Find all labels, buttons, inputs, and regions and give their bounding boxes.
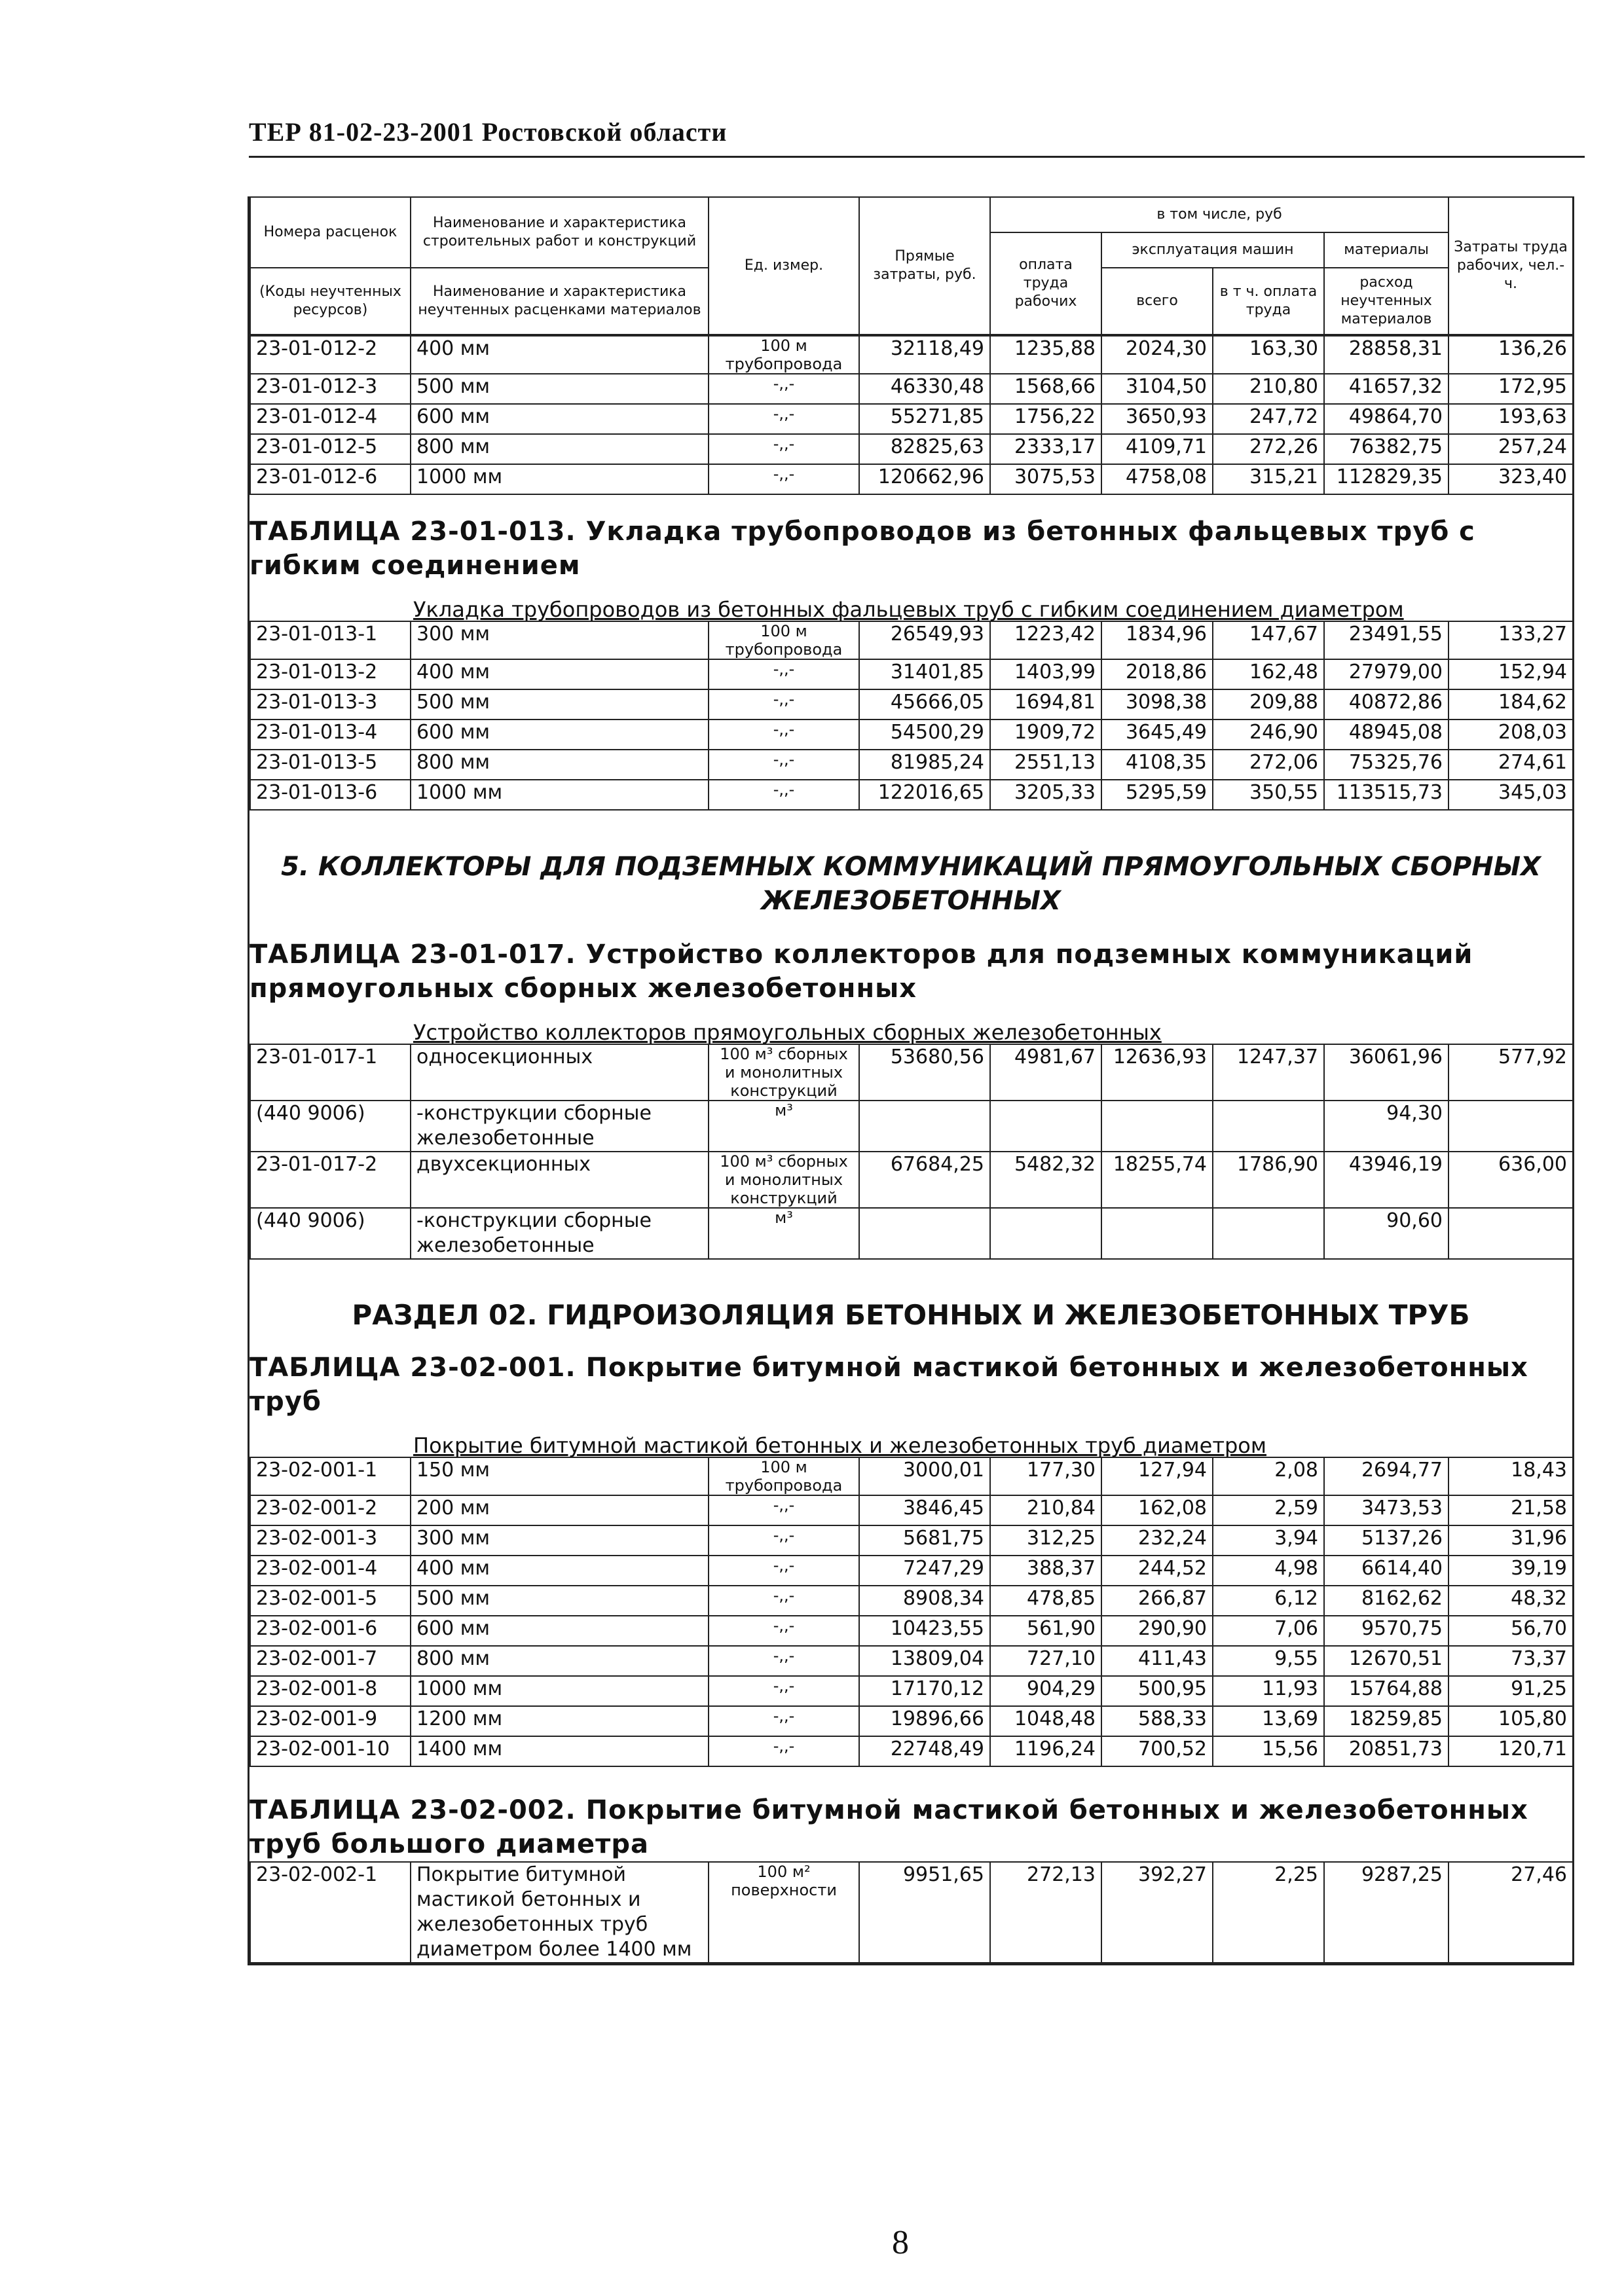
labor-hours-cell: 577,92 xyxy=(1449,1044,1573,1101)
header-unaccounted-materials: расход неучтенных материалов xyxy=(1324,268,1449,335)
machines-cell: 232,24 xyxy=(1101,1525,1213,1556)
direct-costs-cell: 81985,24 xyxy=(859,750,990,780)
labor-hours-cell: 56,70 xyxy=(1449,1616,1573,1646)
labor-pay-cell: 727,10 xyxy=(990,1646,1101,1676)
page-number: 8 xyxy=(892,2224,909,2261)
rate-name: 800 мм xyxy=(411,434,709,464)
rate-name: односекционных xyxy=(411,1044,709,1101)
rate-code: 23-02-001-7 xyxy=(250,1646,411,1676)
materials-cell: 27979,00 xyxy=(1324,659,1449,689)
machines-cell: 3650,93 xyxy=(1101,404,1213,434)
unit-cell: -,,- xyxy=(709,1495,859,1525)
table-row xyxy=(250,659,1573,689)
table-row xyxy=(250,1152,1573,1208)
incl-labor-cell: 163,30 xyxy=(1213,336,1324,374)
direct-costs-cell: 9951,65 xyxy=(859,1862,990,1963)
rate-name: 800 мм xyxy=(411,750,709,780)
labor-hours-cell: 193,63 xyxy=(1449,404,1573,434)
labor-hours-cell: 120,71 xyxy=(1449,1736,1573,1766)
unit-cell: 100 м трубопровода xyxy=(709,1457,859,1495)
table-row xyxy=(250,780,1573,810)
rate-name: Покрытие битумной мастикой бетонных и железобетонных труб диаметром более 1400 мм xyxy=(411,1862,709,1963)
unit-cell: 100 м трубопровода xyxy=(709,336,859,374)
labor-pay-cell: 3075,53 xyxy=(990,464,1101,494)
rate-name: 1000 мм xyxy=(411,780,709,810)
unit-cell: -,,- xyxy=(709,374,859,404)
table-013-title: ТАБЛИЦА 23-01-013. Укладка трубопроводов из бетонных фальцевых труб с гибким соединением xyxy=(249,517,1475,581)
direct-costs-cell: 7247,29 xyxy=(859,1556,990,1586)
labor-hours-cell: 208,03 xyxy=(1449,720,1573,750)
header-including: в том числе, руб xyxy=(990,197,1449,232)
resource-code: (440 9006) xyxy=(250,1208,411,1259)
table-012 xyxy=(249,335,1574,495)
column-header-table xyxy=(249,196,1574,335)
table-row xyxy=(250,1525,1573,1556)
incl-labor-cell: 209,88 xyxy=(1213,689,1324,720)
rate-code: 23-01-013-5 xyxy=(250,750,411,780)
rate-code: 23-02-001-5 xyxy=(250,1586,411,1616)
rate-code: 23-01-013-6 xyxy=(250,780,411,810)
unit-cell: -,,- xyxy=(709,464,859,494)
materials-cell: 6614,40 xyxy=(1324,1556,1449,1586)
materials-cell: 28858,31 xyxy=(1324,336,1449,374)
incl-labor-cell: 6,12 xyxy=(1213,1586,1324,1616)
incl-labor-cell: 2,59 xyxy=(1213,1495,1324,1525)
incl-labor-cell: 2,08 xyxy=(1213,1457,1324,1495)
labor-hours-cell: 172,95 xyxy=(1449,374,1573,404)
incl-labor-cell: 210,80 xyxy=(1213,374,1324,404)
unit-cell: -,,- xyxy=(709,720,859,750)
rate-code: 23-02-001-9 xyxy=(250,1706,411,1736)
header-incl-labor: в т ч. оплата труда xyxy=(1213,268,1324,335)
table-row xyxy=(250,1457,1573,1495)
rate-name: 600 мм xyxy=(411,720,709,750)
incl-labor-cell: 246,90 xyxy=(1213,720,1324,750)
machines-cell: 127,94 xyxy=(1101,1457,1213,1495)
empty-cell xyxy=(1213,1208,1324,1259)
machines-cell: 4758,08 xyxy=(1101,464,1213,494)
direct-costs-cell: 32118,49 xyxy=(859,336,990,374)
labor-hours-cell: 184,62 xyxy=(1449,689,1573,720)
table-02-001-subtitle: Покрытие битумной мастикой бетонных и железобетонных труб диаметром xyxy=(413,1433,1266,1458)
labor-pay-cell: 478,85 xyxy=(990,1586,1101,1616)
unit-cell: 100 м² поверхности xyxy=(709,1862,859,1963)
materials-cell: 41657,32 xyxy=(1324,374,1449,404)
materials-cell: 9570,75 xyxy=(1324,1616,1449,1646)
table-row xyxy=(250,464,1573,494)
incl-labor-cell: 1786,90 xyxy=(1213,1152,1324,1208)
table-row xyxy=(250,1586,1573,1616)
unit-cell: 100 м трубопровода xyxy=(709,621,859,659)
rate-name: 200 мм xyxy=(411,1495,709,1525)
unit-cell: -,,- xyxy=(709,689,859,720)
header-materials: материалы xyxy=(1324,232,1449,268)
unit-cell: -,,- xyxy=(709,1706,859,1736)
unit-cell: -,,- xyxy=(709,404,859,434)
rate-name: 400 мм xyxy=(411,1556,709,1586)
direct-costs-cell: 22748,49 xyxy=(859,1736,990,1766)
resource-name: -конструкции сборные железобетонные xyxy=(411,1208,709,1259)
rate-name: 400 мм xyxy=(411,336,709,374)
direct-costs-cell: 31401,85 xyxy=(859,659,990,689)
direct-costs-cell: 17170,12 xyxy=(859,1676,990,1706)
labor-hours-cell: 73,37 xyxy=(1449,1646,1573,1676)
empty-cell xyxy=(1101,1101,1213,1152)
machines-cell: 3645,49 xyxy=(1101,720,1213,750)
section5-title: 5. КОЛЛЕКТОРЫ ДЛЯ ПОДЗЕМНЫХ КОММУНИКАЦИЙ ПРЯМОУГОЛЬНЫХ СБОРНЫХ ЖЕЛЕЗОБЕТОННЫХ xyxy=(281,852,1541,916)
machines-cell: 290,90 xyxy=(1101,1616,1213,1646)
labor-pay-cell: 1694,81 xyxy=(990,689,1101,720)
materials-cell: 9287,25 xyxy=(1324,1862,1449,1963)
labor-pay-cell: 1235,88 xyxy=(990,336,1101,374)
machines-cell: 244,52 xyxy=(1101,1556,1213,1586)
direct-costs-cell: 10423,55 xyxy=(859,1616,990,1646)
table-017 xyxy=(249,1044,1574,1260)
rate-name: 150 мм xyxy=(411,1457,709,1495)
resource-code: (440 9006) xyxy=(250,1101,411,1152)
machines-cell: 3104,50 xyxy=(1101,374,1213,404)
labor-pay-cell: 1196,24 xyxy=(990,1736,1101,1766)
unit-cell: -,,- xyxy=(709,659,859,689)
rate-name: 1000 мм xyxy=(411,464,709,494)
machines-cell: 4109,71 xyxy=(1101,434,1213,464)
materials-cell: 23491,55 xyxy=(1324,621,1449,659)
labor-hours-cell: 21,58 xyxy=(1449,1495,1573,1525)
machines-cell: 162,08 xyxy=(1101,1495,1213,1525)
incl-labor-cell: 272,26 xyxy=(1213,434,1324,464)
direct-costs-cell: 45666,05 xyxy=(859,689,990,720)
unit-cell: -,,- xyxy=(709,1586,859,1616)
table-02-002 xyxy=(249,1861,1574,1963)
header-machine-operation: эксплуатация машин xyxy=(1101,232,1324,268)
direct-costs-cell: 19896,66 xyxy=(859,1706,990,1736)
empty-cell xyxy=(859,1101,990,1152)
labor-hours-cell: 136,26 xyxy=(1449,336,1573,374)
rate-name: 600 мм xyxy=(411,1616,709,1646)
direct-costs-cell: 13809,04 xyxy=(859,1646,990,1676)
rate-code: 23-01-012-6 xyxy=(250,464,411,494)
machines-cell: 3098,38 xyxy=(1101,689,1213,720)
labor-hours-cell: 105,80 xyxy=(1449,1706,1573,1736)
resource-quantity: 90,60 xyxy=(1324,1208,1449,1259)
header-total: всего xyxy=(1101,268,1213,335)
rate-name: 300 мм xyxy=(411,1525,709,1556)
labor-pay-cell: 1048,48 xyxy=(990,1706,1101,1736)
direct-costs-cell: 82825,63 xyxy=(859,434,990,464)
incl-labor-cell: 4,98 xyxy=(1213,1556,1324,1586)
header-material-name: Наименование и характеристика неучтенных расценками материалов xyxy=(411,268,709,335)
materials-cell: 49864,70 xyxy=(1324,404,1449,434)
direct-costs-cell: 120662,96 xyxy=(859,464,990,494)
table-row xyxy=(250,1556,1573,1586)
rate-code: 23-02-001-1 xyxy=(250,1457,411,1495)
labor-hours-cell: 345,03 xyxy=(1449,780,1573,810)
table-row xyxy=(250,750,1573,780)
header-rule xyxy=(249,156,1585,158)
unit-cell: -,,- xyxy=(709,750,859,780)
resource-unit: м³ xyxy=(709,1208,859,1259)
materials-cell: 40872,86 xyxy=(1324,689,1449,720)
empty-cell xyxy=(859,1208,990,1259)
table-row xyxy=(250,1862,1573,1963)
incl-labor-cell: 2,25 xyxy=(1213,1862,1324,1963)
incl-labor-cell: 7,06 xyxy=(1213,1616,1324,1646)
materials-cell: 3473,53 xyxy=(1324,1495,1449,1525)
machines-cell: 18255,74 xyxy=(1101,1152,1213,1208)
razdel02-title: РАЗДЕЛ 02. ГИДРОИЗОЛЯЦИЯ БЕТОННЫХ И ЖЕЛЕЗОБЕТОННЫХ ТРУБ xyxy=(352,1299,1470,1331)
materials-cell: 2694,77 xyxy=(1324,1457,1449,1495)
labor-hours-cell: 31,96 xyxy=(1449,1525,1573,1556)
direct-costs-cell: 8908,34 xyxy=(859,1586,990,1616)
rate-code: 23-01-017-2 xyxy=(250,1152,411,1208)
table-row xyxy=(250,1736,1573,1766)
table-row xyxy=(250,689,1573,720)
materials-cell: 8162,62 xyxy=(1324,1586,1449,1616)
incl-labor-cell: 13,69 xyxy=(1213,1706,1324,1736)
machines-cell: 12636,93 xyxy=(1101,1044,1213,1101)
table-02-001-title: ТАБЛИЦА 23-02-001. Покрытие битумной мастикой бетонных и железобетонных труб xyxy=(249,1353,1528,1417)
rate-code: 23-02-001-6 xyxy=(250,1616,411,1646)
rate-code: 23-01-012-5 xyxy=(250,434,411,464)
rate-name: 300 мм xyxy=(411,621,709,659)
empty-cell xyxy=(1449,1101,1573,1152)
table-row xyxy=(250,1706,1573,1736)
labor-pay-cell: 272,13 xyxy=(990,1862,1101,1963)
materials-cell: 43946,19 xyxy=(1324,1152,1449,1208)
table-013 xyxy=(249,621,1574,811)
materials-cell: 18259,85 xyxy=(1324,1706,1449,1736)
labor-pay-cell: 904,29 xyxy=(990,1676,1101,1706)
labor-hours-cell: 274,61 xyxy=(1449,750,1573,780)
table-row xyxy=(250,1646,1573,1676)
table-row xyxy=(250,404,1573,434)
materials-cell: 5137,26 xyxy=(1324,1525,1449,1556)
incl-labor-cell: 350,55 xyxy=(1213,780,1324,810)
rate-code: 23-01-017-1 xyxy=(250,1044,411,1101)
table-row xyxy=(250,374,1573,404)
incl-labor-cell: 3,94 xyxy=(1213,1525,1324,1556)
labor-hours-cell: 39,19 xyxy=(1449,1556,1573,1586)
labor-hours-cell: 27,46 xyxy=(1449,1862,1573,1963)
machines-cell: 700,52 xyxy=(1101,1736,1213,1766)
rate-code: 23-02-001-3 xyxy=(250,1525,411,1556)
labor-pay-cell: 1403,99 xyxy=(990,659,1101,689)
rate-code: 23-01-013-2 xyxy=(250,659,411,689)
header-rate-numbers: Номера расценок xyxy=(250,197,411,268)
rate-name: 1400 мм xyxy=(411,1736,709,1766)
machines-cell: 266,87 xyxy=(1101,1586,1213,1616)
rate-code: 23-02-001-10 xyxy=(250,1736,411,1766)
labor-hours-cell: 18,43 xyxy=(1449,1457,1573,1495)
rate-name: 500 мм xyxy=(411,1586,709,1616)
incl-labor-cell: 162,48 xyxy=(1213,659,1324,689)
direct-costs-cell: 26549,93 xyxy=(859,621,990,659)
direct-costs-cell: 3000,01 xyxy=(859,1457,990,1495)
labor-hours-cell: 257,24 xyxy=(1449,434,1573,464)
resource-name: -конструкции сборные железобетонные xyxy=(411,1101,709,1152)
unit-cell: -,,- xyxy=(709,1736,859,1766)
incl-labor-cell: 9,55 xyxy=(1213,1646,1324,1676)
machines-cell: 5295,59 xyxy=(1101,780,1213,810)
header-codes-unaccounted: (Коды неучтенных ресурсов) xyxy=(250,268,411,335)
labor-pay-cell: 177,30 xyxy=(990,1457,1101,1495)
empty-cell xyxy=(1101,1208,1213,1259)
incl-labor-cell: 1247,37 xyxy=(1213,1044,1324,1101)
materials-cell: 20851,73 xyxy=(1324,1736,1449,1766)
resource-unit: м³ xyxy=(709,1101,859,1152)
labor-pay-cell: 4981,67 xyxy=(990,1044,1101,1101)
machines-cell: 588,33 xyxy=(1101,1706,1213,1736)
table-02-002-title: ТАБЛИЦА 23-02-002. Покрытие битумной мастикой бетонных и железобетонных труб большого диаметра xyxy=(249,1795,1528,1859)
table-013-subtitle: Укладка трубопроводов из бетонных фальцевых труб с гибким соединением диаметром xyxy=(413,597,1404,622)
direct-costs-cell: 53680,56 xyxy=(859,1044,990,1101)
labor-pay-cell: 1568,66 xyxy=(990,374,1101,404)
table-row xyxy=(250,1044,1573,1101)
resource-row xyxy=(250,1101,1573,1152)
materials-cell: 48945,08 xyxy=(1324,720,1449,750)
materials-cell: 15764,88 xyxy=(1324,1676,1449,1706)
incl-labor-cell: 247,72 xyxy=(1213,404,1324,434)
table-017-subtitle: Устройство коллекторов прямоугольных сборных железобетонных xyxy=(413,1020,1162,1045)
table-row xyxy=(250,1676,1573,1706)
table-row xyxy=(250,720,1573,750)
table-017-title: ТАБЛИЦА 23-01-017. Устройство коллекторов для подземных коммуникаций прямоугольных сборных железобетонных xyxy=(249,939,1473,1004)
header-direct-costs: Прямые затраты, руб. xyxy=(859,197,990,335)
direct-costs-cell: 54500,29 xyxy=(859,720,990,750)
incl-labor-cell: 315,21 xyxy=(1213,464,1324,494)
rate-code: 23-01-012-2 xyxy=(250,336,411,374)
labor-pay-cell: 388,37 xyxy=(990,1556,1101,1586)
table-row xyxy=(250,1495,1573,1525)
resource-row xyxy=(250,1208,1573,1259)
header-work-name: Наименование и характеристика строительных работ и конструкций xyxy=(411,197,709,268)
machines-cell: 1834,96 xyxy=(1101,621,1213,659)
machines-cell: 411,43 xyxy=(1101,1646,1213,1676)
direct-costs-cell: 122016,65 xyxy=(859,780,990,810)
empty-cell xyxy=(990,1208,1101,1259)
unit-cell: -,,- xyxy=(709,780,859,810)
labor-pay-cell: 210,84 xyxy=(990,1495,1101,1525)
labor-pay-cell: 561,90 xyxy=(990,1616,1101,1646)
resource-quantity: 94,30 xyxy=(1324,1101,1449,1152)
labor-pay-cell: 1756,22 xyxy=(990,404,1101,434)
unit-cell: -,,- xyxy=(709,1676,859,1706)
materials-cell: 12670,51 xyxy=(1324,1646,1449,1676)
materials-cell: 113515,73 xyxy=(1324,780,1449,810)
unit-cell: -,,- xyxy=(709,434,859,464)
direct-costs-cell: 67684,25 xyxy=(859,1152,990,1208)
labor-hours-cell: 48,32 xyxy=(1449,1586,1573,1616)
rate-name: 800 мм xyxy=(411,1646,709,1676)
rate-name: 500 мм xyxy=(411,374,709,404)
labor-hours-cell: 133,27 xyxy=(1449,621,1573,659)
rate-name: 1200 мм xyxy=(411,1706,709,1736)
unit-cell: -,,- xyxy=(709,1525,859,1556)
labor-pay-cell: 1223,42 xyxy=(990,621,1101,659)
materials-cell: 112829,35 xyxy=(1324,464,1449,494)
labor-pay-cell: 1909,72 xyxy=(990,720,1101,750)
rate-code: 23-01-013-1 xyxy=(250,621,411,659)
header-unit: Ед. измер. xyxy=(709,197,859,335)
machines-cell: 2024,30 xyxy=(1101,336,1213,374)
machines-cell: 500,95 xyxy=(1101,1676,1213,1706)
unit-cell: 100 м³ сборных и монолитных конструкций xyxy=(709,1044,859,1101)
materials-cell: 36061,96 xyxy=(1324,1044,1449,1101)
rate-name: 600 мм xyxy=(411,404,709,434)
rate-code: 23-02-001-8 xyxy=(250,1676,411,1706)
labor-pay-cell: 2333,17 xyxy=(990,434,1101,464)
incl-labor-cell: 272,06 xyxy=(1213,750,1324,780)
labor-pay-cell: 2551,13 xyxy=(990,750,1101,780)
table-row xyxy=(250,621,1573,659)
labor-hours-cell: 323,40 xyxy=(1449,464,1573,494)
materials-cell: 76382,75 xyxy=(1324,434,1449,464)
rate-code: 23-01-013-3 xyxy=(250,689,411,720)
rate-name: двухсекционных xyxy=(411,1152,709,1208)
labor-pay-cell: 3205,33 xyxy=(990,780,1101,810)
materials-cell: 75325,76 xyxy=(1324,750,1449,780)
direct-costs-cell: 3846,45 xyxy=(859,1495,990,1525)
machines-cell: 4108,35 xyxy=(1101,750,1213,780)
labor-pay-cell: 312,25 xyxy=(990,1525,1101,1556)
labor-hours-cell: 91,25 xyxy=(1449,1676,1573,1706)
direct-costs-cell: 5681,75 xyxy=(859,1525,990,1556)
rate-name: 400 мм xyxy=(411,659,709,689)
rate-name: 500 мм xyxy=(411,689,709,720)
rate-sheet xyxy=(248,196,1574,1965)
rate-code: 23-02-002-1 xyxy=(250,1862,411,1963)
table-row xyxy=(250,336,1573,374)
unit-cell: -,,- xyxy=(709,1556,859,1586)
incl-labor-cell: 11,93 xyxy=(1213,1676,1324,1706)
unit-cell: -,,- xyxy=(709,1646,859,1676)
incl-labor-cell: 15,56 xyxy=(1213,1736,1324,1766)
machines-cell: 392,27 xyxy=(1101,1862,1213,1963)
page-header: ТЕР 81-02-23-2001 Ростовской области xyxy=(249,117,728,147)
table-row xyxy=(250,1616,1573,1646)
rate-code: 23-02-001-2 xyxy=(250,1495,411,1525)
direct-costs-cell: 46330,48 xyxy=(859,374,990,404)
table-row xyxy=(250,434,1573,464)
labor-hours-cell: 152,94 xyxy=(1449,659,1573,689)
rate-code: 23-01-012-4 xyxy=(250,404,411,434)
direct-costs-cell: 55271,85 xyxy=(859,404,990,434)
empty-cell xyxy=(1213,1101,1324,1152)
machines-cell: 2018,86 xyxy=(1101,659,1213,689)
rate-code: 23-02-001-4 xyxy=(250,1556,411,1586)
header-labor-costs: Затраты труда рабочих, чел.-ч. xyxy=(1449,197,1573,335)
empty-cell xyxy=(1449,1208,1573,1259)
empty-cell xyxy=(990,1101,1101,1152)
incl-labor-cell: 147,67 xyxy=(1213,621,1324,659)
unit-cell: 100 м³ сборных и монолитных конструкций xyxy=(709,1152,859,1208)
header-labor-pay: оплата труда рабочих xyxy=(990,232,1101,335)
rate-code: 23-01-012-3 xyxy=(250,374,411,404)
labor-pay-cell: 5482,32 xyxy=(990,1152,1101,1208)
rate-name: 1000 мм xyxy=(411,1676,709,1706)
labor-hours-cell: 636,00 xyxy=(1449,1152,1573,1208)
rate-code: 23-01-013-4 xyxy=(250,720,411,750)
table-02-001 xyxy=(249,1457,1574,1767)
unit-cell: -,,- xyxy=(709,1616,859,1646)
